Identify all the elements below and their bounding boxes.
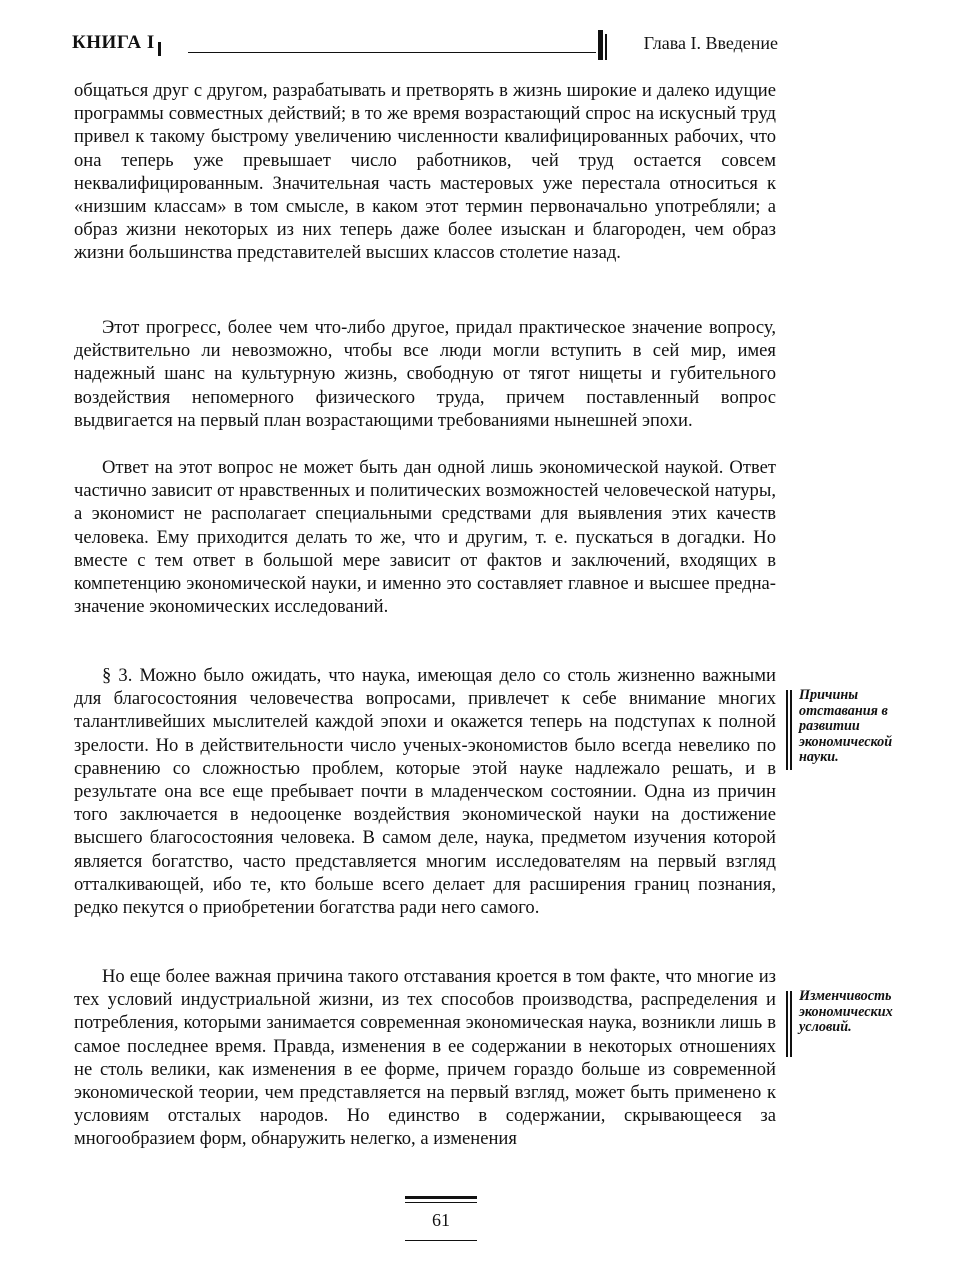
paragraph-2: Этот прогресс, более чем что-либо другое, придал практическое значение вопросу, действительно ли невозможно, чтобы все люди могли вступить в сей мир, имея надежный шанс на культурную жизнь, свободную от тягот нищеты и губительного воздействия непомерного физического труда, причем поставленный вопрос выдвигается на первый план возрастающими требованиями нынешней эпохи. <box>74 317 776 431</box>
header-divider-mark <box>158 42 161 56</box>
paragraph-section-3: § 3. Можно было ожидать, что наука, имеющая дело со столь жизненно важными для благосостояния человечества вопросами, привлечет к себе внимание многих талантливейших мыслителей каждой эпохи и окажется теперь на подступах к полной зрелости. Но в действительности число ученых-экономистов было всегда невелико по сравнению со сложностью проблем, которые этой науке надлежало решать, и в результате она все еще пребывает почти в младенческом состоянии. Одна из причин того заключается в недооценке воздействия экономической науки на достижение высшего благосостояния человека. В самом деле, наука, предметом изучения которой является богатство, часто представляется многим исследователям на первый взгляд отталкивающей, ибо те, кто больше всего делает для расширения границ познания, редко пекутся о приобретении богатства ради него самого. <box>74 665 776 919</box>
footer-rule-thin <box>405 1202 477 1203</box>
chapter-title: Глава I. Введение <box>643 33 778 53</box>
margin-note-2-text: Изменчивость экономических условий. <box>799 988 893 1036</box>
margin-note-1-text: Причины отставания в развитии экономической науки. <box>799 687 893 766</box>
paragraph-5: Но еще более важная причина такого отставания кроется в том факте, что многие из тех условий индустриальной жизни, из тех способов производства, распределения и потребления, которыми занимается современная экономическая наука, возникли лишь в самое последнее время. Правда, изменения в ее содержании в некоторых отношениях не столь велики, как изменения в ее форме, причем гораздо больше из современной экономической теории, чем представляется на первый взгляд, может быть применено к условиям отсталых народов. Но единство в содержании, скрывающееся за многообразием форм, обнаружить нелегко, а изменения <box>74 966 776 1150</box>
margin-note-2 <box>786 989 927 1057</box>
margin-note-bars <box>786 690 794 770</box>
footer-rule-thick <box>405 1196 477 1199</box>
margin-note-bars <box>786 991 794 1057</box>
page-number: 61 <box>432 1210 450 1230</box>
header-rule <box>188 52 596 53</box>
page-footer <box>405 1196 477 1244</box>
paragraph-3: Ответ на этот вопрос не может быть дан одной лишь экономической наукой. Ответ частично зависит от нравственных и политических возможностей человеческой натуры, а экономист не располагает специальными средствами для выявления этих качеств человека. Ему приходится делать то же, что и другим, т. е. пускаться в догадки. Но вместе с тем ответ в большой мере зависит от фактов и заключений, входящих в компетенцию экономической науки, и именно это составляет главное и высшее предназначение экономических исследований. <box>74 457 776 618</box>
paragraph-1: общаться друг с другом, разрабатывать и претворять в жизнь широкие и далеко идущие программы совместных действий; в то же время возрастающий спрос на искусный труд привел к такому быстрому увеличению численности квалифицированных рабочих, что она теперь уже превышает число работников, чей труд остается совсем неквалифицированным. Значительная часть мастеровых уже перестала относиться к «низшим классам» в том смысле, в каком этот термин первоначально употребляли; а образ жизни некоторых из них теперь даже более изыскан и благороден, чем образ жизни большинства представителей высших классов столетие назад. <box>74 80 776 264</box>
running-header <box>72 30 778 56</box>
footer-rule-bottom <box>405 1240 477 1241</box>
margin-note-1 <box>786 688 927 770</box>
book-title: КНИГА I <box>72 32 155 53</box>
header-bars-ornament <box>598 30 608 60</box>
